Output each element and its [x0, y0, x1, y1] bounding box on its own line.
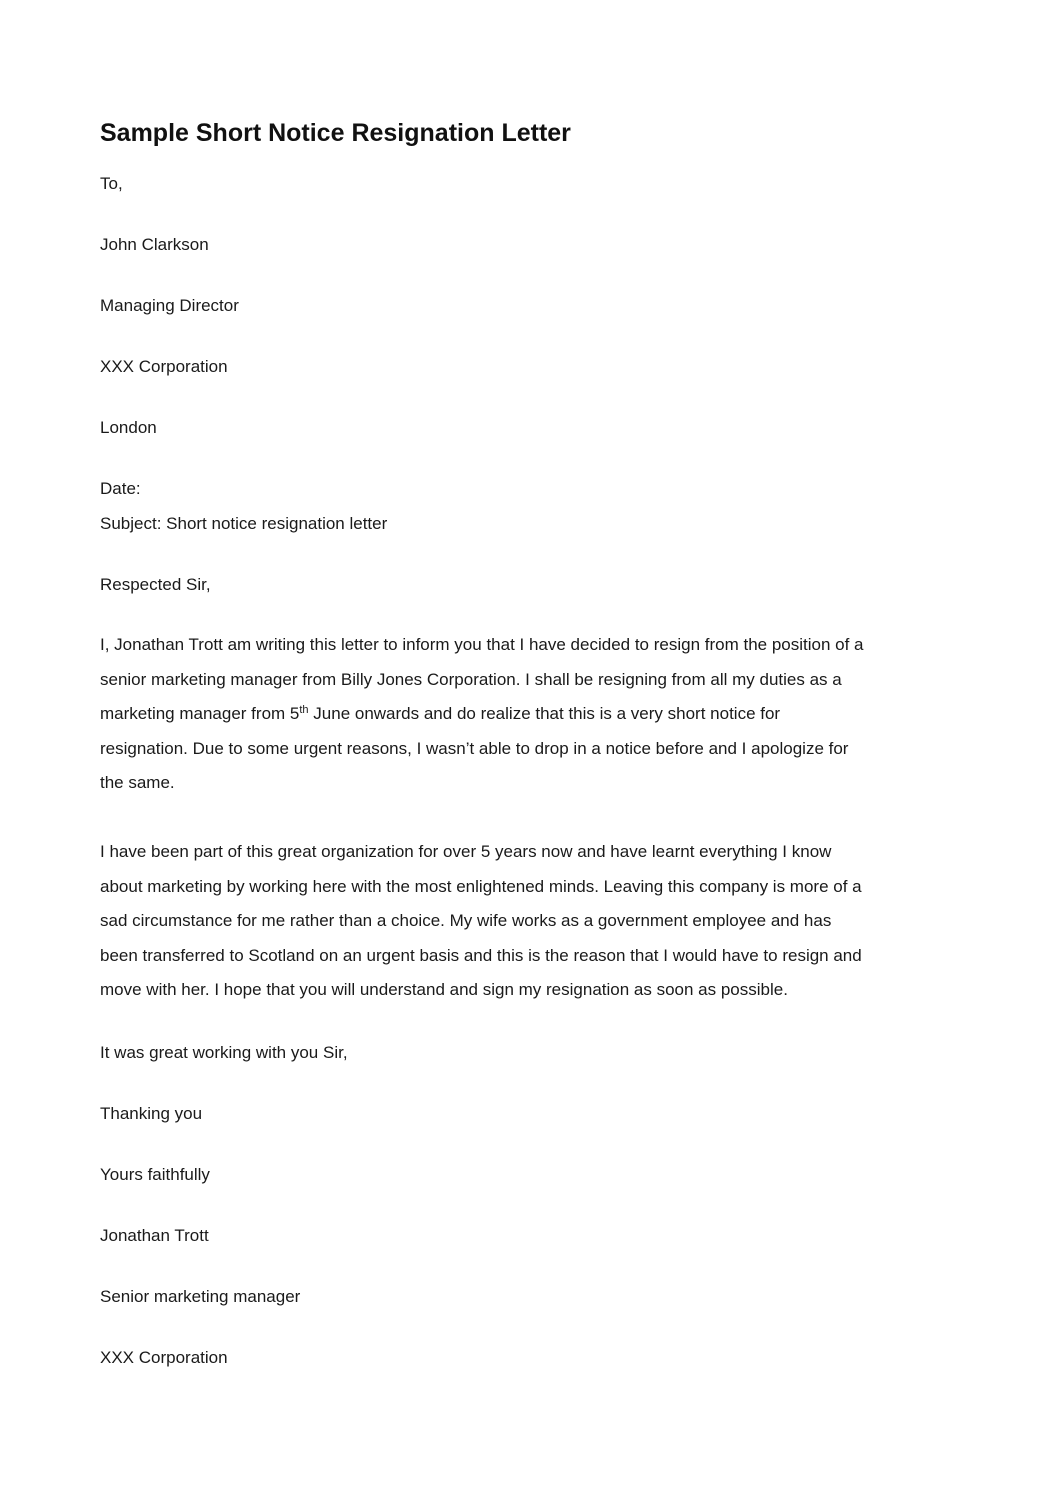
- closing-remark: It was great working with you Sir,: [100, 1043, 348, 1062]
- recipient-company: XXX Corporation: [100, 357, 228, 376]
- paragraph-line: I have been part of this great organization for over 5 years now and have learnt everything I know: [100, 842, 832, 861]
- greeting: Respected Sir,: [100, 575, 211, 594]
- recipient-city: London: [100, 418, 157, 437]
- paragraph-line: senior marketing manager from Billy Jones Corporation. I shall be resigning from all my duties as a: [100, 669, 842, 689]
- paragraph-line: I, Jonathan Trott am writing this letter to inform you that I have decided to resign from the position of a: [100, 635, 864, 654]
- ordinal-suffix: th: [299, 704, 309, 717]
- paragraph-line: move with her. I hope that you will understand and sign my resignation as soon as possible.: [100, 980, 788, 1000]
- body-paragraph-2: [100, 835, 950, 1008]
- body-paragraph-1: [100, 628, 950, 801]
- signature-name: Jonathan Trott: [100, 1226, 209, 1245]
- salutation-to: To,: [100, 174, 123, 193]
- paragraph-line: the same.: [100, 773, 175, 793]
- paragraph-line: sad circumstance for me rather than a choice. My wife works as a government employee and has: [100, 911, 832, 931]
- paragraph-line: resignation. Due to some urgent reasons, I wasn’t able to drop in a notice before and I apologize for: [100, 738, 849, 758]
- recipient-name: John Clarkson: [100, 235, 209, 254]
- recipient-position: Managing Director: [100, 296, 239, 315]
- signature-company: XXX Corporation: [100, 1348, 228, 1367]
- paragraph-line: about marketing by working here with the most enlightened minds. Leaving this company is more of a: [100, 876, 862, 896]
- paragraph-text: June onwards and do realize that this is a very short notice for: [308, 704, 781, 724]
- page-title: Sample Short Notice Resignation Letter: [100, 119, 571, 147]
- subject-line: Subject: Short notice resignation letter: [100, 514, 388, 533]
- paragraph-line: been transferred to Scotland on an urgent basis and this is the reason that I would have to resign and: [100, 945, 862, 965]
- closing-thanks: Thanking you: [100, 1104, 203, 1123]
- date-label: Date:: [100, 479, 141, 498]
- paragraph-line: [100, 697, 950, 732]
- paragraph-text: marketing manager from 5: [100, 704, 300, 724]
- closing-valediction: Yours faithfully: [100, 1165, 210, 1184]
- signature-position: Senior marketing manager: [100, 1287, 301, 1306]
